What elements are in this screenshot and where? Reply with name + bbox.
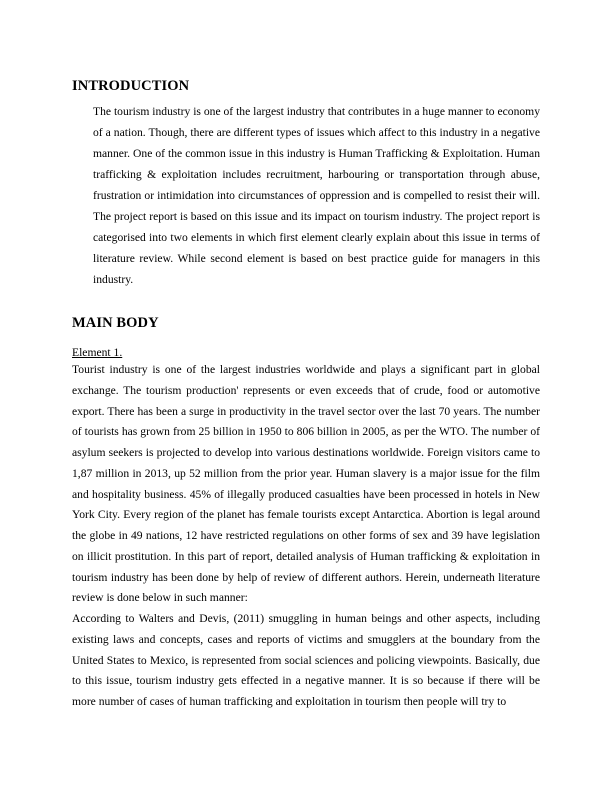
main-body-paragraph-2: According to Walters and Devis, (2011) smuggling in human beings and other aspects, including existing laws and concepts, cases and reports of victims and smugglers at the boundary from the United States to Mexico, is represented from social sciences and policing viewpoints. Basically, due to this issue, tourism industry gets effected in a negative manner. It is so because if there will be more number of cases of human trafficking and exploitation in tourism then people will try to (72, 612, 540, 708)
main-body-paragraph-1: Tourist industry is one of the largest industries worldwide and plays a significant part in global exchange. The tourism production' represents or even exceeds that of crude, food or automotive export. There has been a surge in productivity in the travel sector over the last 70 years. The number of tourists has grown from 25 billion in 1950 to 806 billion in 2005, as per the WTO. The number of asylum seekers is projected to develop into various destinations worldwide. Foreign visitors came to 1,87 million in 2013, up 52 million from the prior year. Human slavery is a major issue for the film and hospitality business. 45% of illegally produced casualties have been processed in hotels in New York City. Every region of the planet has female tourists except Antarctica. Abortion is legal around the globe in 49 nations, 12 have restricted regulations on other forms of sex and 39 have legislation on illicit prostitution. In this part of report, detailed analysis of Human trafficking & exploitation in tourism industry has been done by help of review of different authors. Herein, underneath literature review is done below in such manner: (72, 363, 540, 605)
introduction-heading: INTRODUCTION (72, 78, 190, 94)
element-1-label: Element 1. (72, 346, 123, 359)
introduction-paragraph: The tourism industry is one of the largest industry that contributes in a huge manner to economy of a nation. Though, there are different types of issues which affect to this industry in a negative manner. One of the common issue in this industry is Human Trafficking & Exploitation. Human trafficking & exploitation includes recruitment, harbouring or transportation through abuse, frustration or intimidation into circumstances of oppression and is compelled to resist their will. The project report is based on this issue and its impact on tourism industry. The project report is categorised into two elements in which first element clearly explain about this issue in terms of literature review. While second element is based on best practice guide for managers in this industry. (93, 104, 540, 287)
main-body-text (72, 360, 540, 713)
main-body-heading: MAIN BODY (72, 315, 159, 331)
